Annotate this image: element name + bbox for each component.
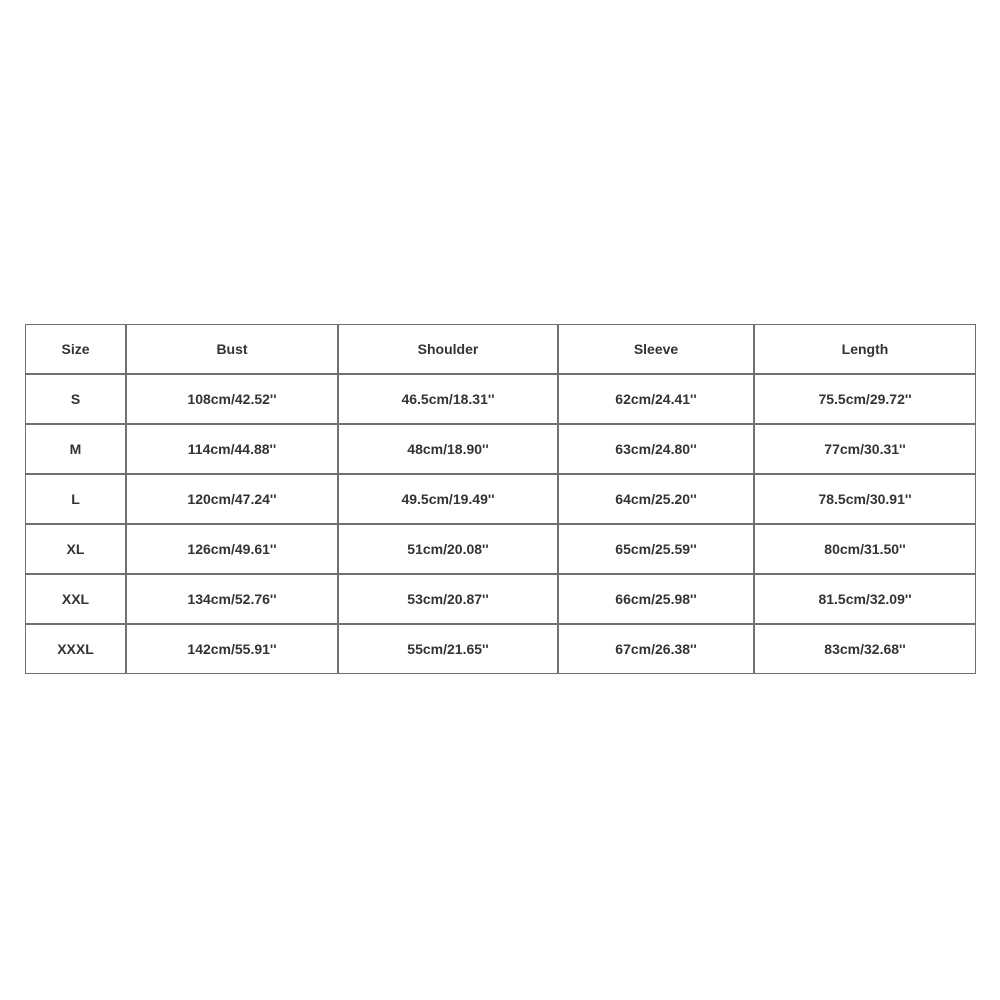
cell-shoulder: 49.5cm/19.49'' (339, 475, 559, 525)
cell-sleeve: 64cm/25.20'' (559, 475, 755, 525)
cell-shoulder: 48cm/18.90'' (339, 425, 559, 475)
cell-bust: 142cm/55.91'' (127, 625, 339, 674)
table-row (26, 375, 976, 425)
cell-sleeve: 62cm/24.41'' (559, 375, 755, 425)
header-sleeve: Sleeve (559, 325, 755, 375)
header-size: Size (26, 325, 127, 375)
cell-length: 83cm/32.68'' (755, 625, 976, 674)
cell-shoulder: 55cm/21.65'' (339, 625, 559, 674)
cell-size: XXL (26, 575, 127, 625)
cell-sleeve: 65cm/25.59'' (559, 525, 755, 575)
header-bust: Bust (127, 325, 339, 375)
header-length: Length (755, 325, 976, 375)
table-row (26, 575, 976, 625)
cell-length: 77cm/30.31'' (755, 425, 976, 475)
cell-size: S (26, 375, 127, 425)
cell-sleeve: 63cm/24.80'' (559, 425, 755, 475)
cell-sleeve: 67cm/26.38'' (559, 625, 755, 674)
header-row (26, 325, 976, 375)
cell-size: XXXL (26, 625, 127, 674)
cell-bust: 134cm/52.76'' (127, 575, 339, 625)
header-shoulder: Shoulder (339, 325, 559, 375)
cell-shoulder: 51cm/20.08'' (339, 525, 559, 575)
cell-bust: 120cm/47.24'' (127, 475, 339, 525)
cell-shoulder: 53cm/20.87'' (339, 575, 559, 625)
table-row (26, 525, 976, 575)
cell-bust: 126cm/49.61'' (127, 525, 339, 575)
cell-length: 75.5cm/29.72'' (755, 375, 976, 425)
cell-bust: 114cm/44.88'' (127, 425, 339, 475)
table-row (26, 475, 976, 525)
cell-length: 78.5cm/30.91'' (755, 475, 976, 525)
cell-size: XL (26, 525, 127, 575)
cell-length: 81.5cm/32.09'' (755, 575, 976, 625)
cell-length: 80cm/31.50'' (755, 525, 976, 575)
cell-sleeve: 66cm/25.98'' (559, 575, 755, 625)
table-row (26, 625, 976, 674)
cell-size: M (26, 425, 127, 475)
cell-size: L (26, 475, 127, 525)
cell-shoulder: 46.5cm/18.31'' (339, 375, 559, 425)
size-chart-table (25, 324, 976, 674)
table-row (26, 425, 976, 475)
cell-bust: 108cm/42.52'' (127, 375, 339, 425)
